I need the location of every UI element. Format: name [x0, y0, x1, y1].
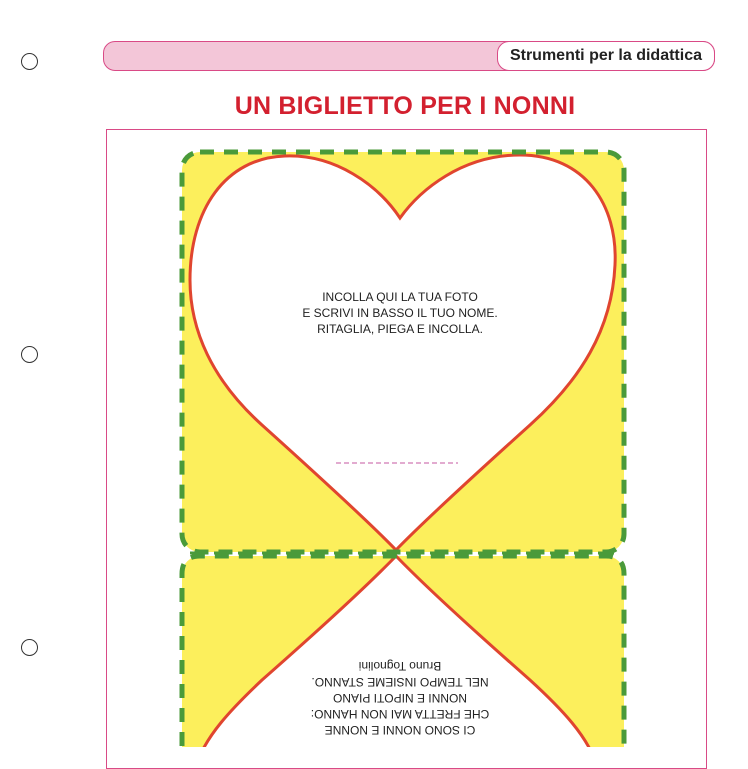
instruction-line: E SCRIVI IN BASSO IL TUO NOME.	[302, 306, 498, 320]
poem-line: CHE FRETTA MAI NON HANNO:	[310, 707, 490, 721]
poem-line: NONNI E NIPOTI PIANO	[333, 691, 468, 705]
card-instructions	[200, 289, 600, 337]
page-title: UN BIGLIETTO PER I NONNI	[234, 92, 576, 120]
poem-line: NEL TEMPO INSIEME STANNO.	[311, 675, 489, 689]
card-poem-inverted	[200, 658, 600, 738]
section-tag: Strumenti per la didattica	[497, 41, 715, 71]
instruction-line: RITAGLIA, PIEGA E INCOLLA.	[317, 322, 483, 336]
poem-line: CI SONO NONNI E NONNE	[324, 723, 476, 737]
poem-author: Bruno Tognolini	[358, 659, 442, 673]
instruction-line: INCOLLA QUI LA TUA FOTO	[322, 290, 478, 304]
